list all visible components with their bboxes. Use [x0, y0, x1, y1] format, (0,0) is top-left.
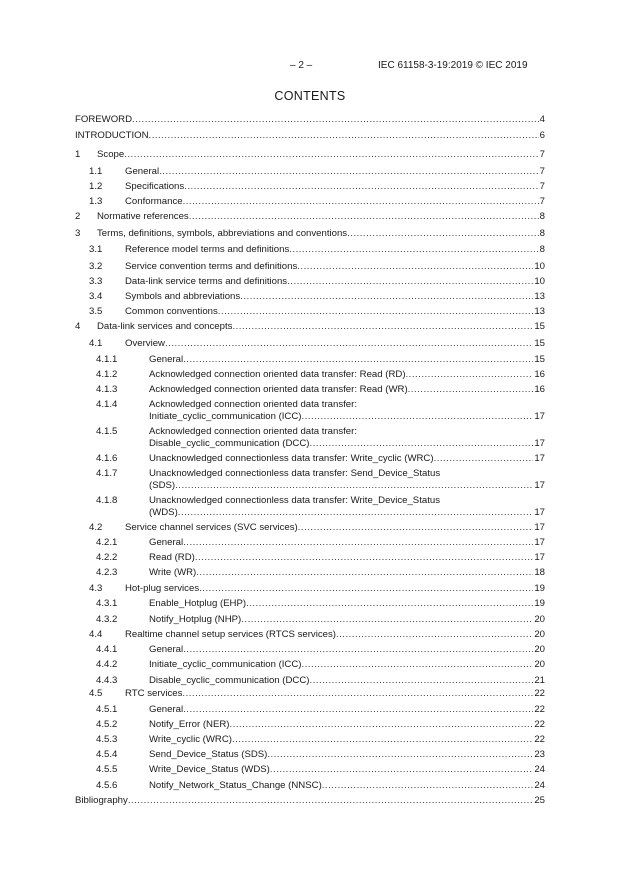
toc-entry-title: Write_cyclic (WRC) [149, 734, 232, 745]
toc-entry-title: Initiate_cyclic_communication (ICC) [149, 659, 302, 670]
toc-entry-title: General [149, 537, 184, 548]
toc-dot-leader [196, 567, 533, 578]
toc-entry-title: Notify_Error (NER) [149, 719, 230, 730]
toc-dot-leader [309, 675, 533, 686]
toc-entry-page: 22 [534, 719, 545, 730]
toc-entry-page: 6 [539, 130, 545, 141]
toc-entry-title-line1: Acknowledged connection oriented data transfer: [149, 426, 357, 437]
toc-dot-leader [183, 196, 539, 207]
toc-dot-leader [199, 583, 533, 594]
toc-entry-number: 4.3 [89, 583, 103, 594]
toc-dot-leader [297, 261, 533, 272]
toc-entry-title: Write_Device_Status (WDS) [149, 764, 270, 775]
toc-dot-leader [183, 704, 533, 715]
toc-entry-title: General [149, 644, 184, 655]
toc-entry-number: 3 [75, 228, 81, 239]
toc-entry-number: 4.4.3 [96, 675, 118, 686]
toc-entry-number: 4.5.5 [96, 764, 118, 775]
toc-entry-title: (SDS) [149, 480, 176, 491]
toc-dot-leader [289, 244, 538, 255]
toc-entry-title: General [125, 166, 160, 177]
standard-reference: IEC 61158-3-19:2019 © IEC 2019 [378, 60, 528, 71]
toc-entry-page: 19 [534, 598, 545, 609]
toc-entry-number: 4.2.2 [96, 552, 118, 563]
toc-dot-leader [128, 795, 534, 806]
toc-entry-number: 4.3.1 [96, 598, 118, 609]
toc-entry-page: 8 [539, 228, 545, 239]
toc-entry-title-line1: Acknowledged connection oriented data transfer: [149, 399, 357, 410]
toc-entry-page: 24 [534, 764, 545, 775]
toc-entry-number: 4.1.4 [96, 399, 118, 410]
toc-entry-title: Normative references [97, 211, 189, 222]
toc-entry-page: 24 [534, 780, 545, 791]
toc-entry-title: Disable_cyclic_communication (DCC) [149, 675, 310, 686]
toc-entry-number: 1.2 [89, 181, 103, 192]
toc-entry-page: 7 [539, 149, 545, 160]
toc-entry-title: Specifications [125, 181, 185, 192]
toc-entry-title: Overview [125, 338, 165, 349]
toc-dot-leader [183, 537, 533, 548]
toc-entry-page: 17 [534, 507, 545, 518]
toc-entry-title: Scope [97, 149, 125, 160]
toc-entry-title: Initiate_cyclic_communication (ICC) [149, 411, 302, 422]
toc-entry-page: 20 [534, 629, 545, 640]
toc-entry-title: Notify_Hotplug (NHP) [149, 614, 242, 625]
toc-entry-number: 4.1.6 [96, 453, 118, 464]
toc-dot-leader [124, 149, 538, 160]
toc-dot-leader [246, 598, 533, 609]
toc-entry-number: 4.2.1 [96, 537, 118, 548]
toc-dot-leader [132, 114, 539, 125]
toc-entry-page: 17 [534, 552, 545, 563]
toc-entry-number: 4.5.1 [96, 704, 118, 715]
toc-entry-page: 17 [534, 537, 545, 548]
toc-dot-leader [165, 338, 533, 349]
toc-entry-title-line1: Unacknowledged connectionless data transfer: Write_Device_Status [149, 495, 440, 506]
toc-entry-page: 17 [534, 411, 545, 422]
page-number: – 2 – [290, 60, 313, 71]
toc-entry-page: 16 [534, 369, 545, 380]
toc-entry-number: 3.1 [89, 244, 103, 255]
toc-dot-leader [195, 552, 533, 563]
toc-entry-title: Send_Device_Status (SDS) [149, 749, 268, 760]
toc-dot-leader [182, 688, 533, 699]
toc-entry-page: 17 [534, 453, 545, 464]
toc-dot-leader [149, 130, 539, 141]
toc-dot-leader [347, 228, 539, 239]
toc-entry-page: 18 [534, 567, 545, 578]
toc-entry-number: 3.3 [89, 276, 103, 287]
toc-entry-number: 1.3 [89, 196, 103, 207]
toc-entry-page: 7 [539, 181, 545, 192]
toc-dot-leader [322, 780, 534, 791]
toc-entry-number: 4.2.3 [96, 567, 118, 578]
toc-entry-title: Symbols and abbreviations [125, 291, 241, 302]
toc-entry-page: 15 [534, 354, 545, 365]
toc-entry-number: 3.4 [89, 291, 103, 302]
toc-entry-title: Data-link service terms and definitions [125, 276, 288, 287]
toc-entry-page: 10 [534, 276, 545, 287]
toc-entry-number: 4 [75, 321, 81, 332]
toc-entry-number: 2 [75, 211, 81, 222]
toc-entry-number: 4.4.2 [96, 659, 118, 670]
toc-dot-leader [301, 411, 533, 422]
toc-entry-title: Acknowledged connection oriented data transfer: Read (RD) [149, 369, 406, 380]
toc-dot-leader [406, 369, 534, 380]
toc-entry-number: 1.1 [89, 166, 103, 177]
toc-entry-number: 4.4 [89, 629, 103, 640]
toc-entry-page: 8 [539, 211, 545, 222]
toc-entry-page: 22 [534, 688, 545, 699]
toc-entry-page: 7 [539, 166, 545, 177]
toc-entry-number: 4.1.5 [96, 426, 118, 437]
toc-dot-leader [301, 659, 533, 670]
toc-dot-leader [218, 306, 534, 317]
toc-entry-number: 4.5.6 [96, 780, 118, 791]
toc-entry-title: Reference model terms and definitions [125, 244, 290, 255]
toc-entry-title: Terms, definitions, symbols, abbreviations and conventions [97, 228, 348, 239]
toc-entry-title: (WDS) [149, 507, 178, 518]
toc-entry-title: Unacknowledged connectionless data transfer: Write_cyclic (WRC) [149, 453, 434, 464]
toc-dot-leader [159, 166, 539, 177]
toc-entry-number: 3.5 [89, 306, 103, 317]
toc-entry-number: 4.1 [89, 338, 103, 349]
toc-dot-leader [183, 644, 533, 655]
toc-dot-leader [298, 522, 534, 533]
toc-entry-number: 4.1.8 [96, 495, 118, 506]
toc-dot-leader [189, 211, 539, 222]
toc-entry-page: 7 [539, 196, 545, 207]
toc-dot-leader [232, 734, 533, 745]
toc-dot-leader [175, 480, 533, 491]
toc-entry-page: 22 [534, 734, 545, 745]
toc-entry-number: 1 [75, 149, 81, 160]
toc-entry-number: 4.1.7 [96, 468, 118, 479]
toc-dot-leader [434, 453, 534, 464]
toc-entry-page: 4 [539, 114, 545, 125]
toc-dot-leader [270, 764, 533, 775]
toc-entry-page: 23 [534, 749, 545, 760]
toc-entry-title: General [149, 704, 184, 715]
toc-entry-title: Conformance [125, 196, 183, 207]
toc-entry-number: 4.5.4 [96, 749, 118, 760]
toc-entry-page: 17 [534, 480, 545, 491]
toc-entry-title: Service channel services (SVC services) [125, 522, 298, 533]
toc-entry-page: 19 [534, 583, 545, 594]
toc-entry-page: 8 [539, 244, 545, 255]
toc-entry-number: 4.5.2 [96, 719, 118, 730]
toc-entry-title: Write (WR) [149, 567, 197, 578]
toc-entry-title: Acknowledged connection oriented data transfer: Read (WR) [149, 384, 408, 395]
toc-entry-page: 13 [534, 306, 545, 317]
toc-dot-leader [184, 181, 538, 192]
toc-entry-title: General [149, 354, 184, 365]
toc-entry-title: Bibliography [75, 795, 128, 806]
toc-entry-title: Disable_cyclic_communication (DCC) [149, 438, 310, 449]
toc-entry-title-line1: Unacknowledged connectionless data transfer: Send_Device_Status [149, 468, 441, 479]
toc-entry-page: 15 [534, 338, 545, 349]
toc-entry-number: 4.3.2 [96, 614, 118, 625]
toc-entry-title: Service convention terms and definitions [125, 261, 298, 272]
toc-entry-page: 21 [534, 675, 545, 686]
toc-entry-number: 4.4.1 [96, 644, 118, 655]
toc-entry-page: 20 [534, 659, 545, 670]
toc-entry-title: INTRODUCTION [75, 130, 149, 141]
toc-entry-number: 4.1.1 [96, 354, 118, 365]
toc-entry-page: 20 [534, 644, 545, 655]
toc-entry-number: 4.1.3 [96, 384, 118, 395]
toc-entry-number: 3.2 [89, 261, 103, 272]
toc-dot-leader [336, 629, 533, 640]
toc-dot-leader [309, 438, 533, 449]
page-title: CONTENTS [274, 89, 346, 103]
toc-entry-title: Read (RD) [149, 552, 195, 563]
toc-dot-leader [240, 291, 533, 302]
toc-entry-title: Notify_Network_Status_Change (NNSC) [149, 780, 322, 791]
toc-dot-leader [241, 614, 533, 625]
toc-entry-page: 17 [534, 522, 545, 533]
toc-entry-page: 10 [534, 261, 545, 272]
toc-entry-page: 22 [534, 704, 545, 715]
toc-entry-page: 25 [534, 795, 545, 806]
toc-dot-leader [408, 384, 534, 395]
toc-dot-leader [267, 749, 533, 760]
toc-entry-number: 4.5.3 [96, 734, 118, 745]
toc-dot-leader [183, 354, 533, 365]
toc-dot-leader [232, 321, 533, 332]
toc-entry-page: 17 [534, 438, 545, 449]
toc-entry-page: 16 [534, 384, 545, 395]
toc-dot-leader [178, 507, 534, 518]
toc-entry-title: Realtime channel setup services (RTCS services) [125, 629, 336, 640]
toc-entry-number: 4.2 [89, 522, 103, 533]
toc-dot-leader [287, 276, 533, 287]
toc-entry-page: 13 [534, 291, 545, 302]
toc-dot-leader [230, 719, 534, 730]
toc-entry-title: Data-link services and concepts [97, 321, 233, 332]
toc-entry-title: FOREWORD [75, 114, 133, 125]
toc-entry-number: 4.1.2 [96, 369, 118, 380]
toc-entry-title: Enable_Hotplug (EHP) [149, 598, 247, 609]
toc-entry-page: 15 [534, 321, 545, 332]
toc-entry-page: 20 [534, 614, 545, 625]
toc-entry-title: Hot-plug services [125, 583, 200, 594]
toc-entry-title: RTC services [125, 688, 183, 699]
toc-entry-title: Common conventions [125, 306, 218, 317]
toc-entry-number: 4.5 [89, 688, 103, 699]
